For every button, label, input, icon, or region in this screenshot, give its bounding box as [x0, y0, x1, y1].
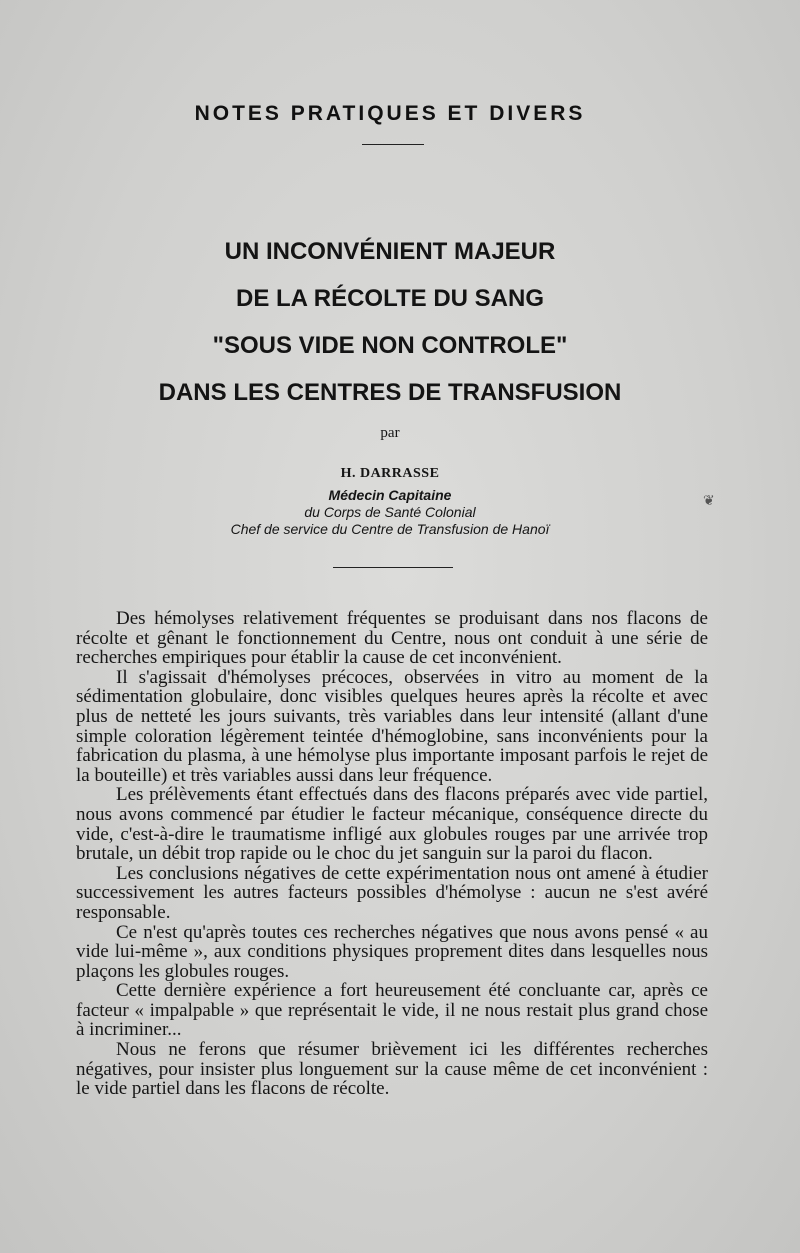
byline-rule	[333, 567, 453, 568]
title-line: "SOUS VIDE NON CONTROLE"	[212, 332, 568, 359]
ink-speck: ❦	[703, 494, 715, 509]
title-line: DANS LES CENTRES DE TRANSFUSION	[158, 379, 622, 406]
paragraph: Ce n'est qu'après toutes ces recherches négatives que nous avons pensé « au vide lui-même », aux conditions physiques proprement dites dans lesquelles nous plaçons les globules rouges.	[76, 921, 708, 982]
paragraph: Des hémolyses relativement fréquentes se produisant dans nos flacons de récolte et gênant le fonctionnement du Centre, nous ont conduit à une série de recherches empiriques pour établir la cause de cet inconvénient.	[76, 608, 708, 669]
paragraph: Il s'agissait d'hémolyses précoces, observées in vitro au moment de la sédimentation globulaire, donc visibles quelques heures après la récolte et avec plus de netteté les jours suivants, très variables dans leur intensité (allant d'une simple coloration légèrement teintée d'hémoglobine, sans inconvénients pour la fabrication du plasma, à une hémolyse plus importante imposant parfois le rejet de la bouteille) et très variables aussi dans leur fréquence.	[76, 666, 708, 786]
paragraph: Les conclusions négatives de cette expérimentation nous ont amené à étudier successivement les autres facteurs possibles d'hémolyse : aucun ne s'est avéré responsable.	[76, 862, 708, 923]
byline-par: par	[380, 425, 400, 441]
title-line: DE LA RÉCOLTE DU SANG	[235, 285, 544, 312]
author-position: Chef de service du Centre de Transfusion de Hanoï	[230, 521, 550, 537]
paragraph: Cette dernière expérience a fort heureusement été concluante car, après ce facteur « impalpable » que représentait le vide, il ne nous restait plus grand chose à incriminer...	[76, 980, 708, 1041]
paragraph: Les prélèvements étant effectués dans des flacons préparés avec vide partiel, nous avons commencé par étudier le facteur mécanique, conséquence directe du vide, c'est-à-dire le traumatisme infligé aux globules rouges par une arrivée trop brutale, un débit trop rapide ou le choc du jet sanguin sur la paroi du flacon.	[76, 784, 708, 865]
author-affiliation: du Corps de Santé Colonial	[304, 504, 476, 520]
author-role: Médecin Capitaine	[328, 487, 452, 503]
paragraph: Nous ne ferons que résumer brièvement ici les différentes recherches négatives, pour insister plus longuement sur la cause même de cet inconvénient : le vide partiel dans les flacons de récolte.	[76, 1039, 708, 1100]
author-name: H. DARRASSE	[340, 466, 440, 481]
header-rule	[362, 144, 424, 145]
article-body	[76, 609, 708, 1099]
section-header: NOTES PRATIQUES ET DIVERS	[194, 102, 586, 125]
title-line: UN INCONVÉNIENT MAJEUR	[224, 238, 556, 265]
